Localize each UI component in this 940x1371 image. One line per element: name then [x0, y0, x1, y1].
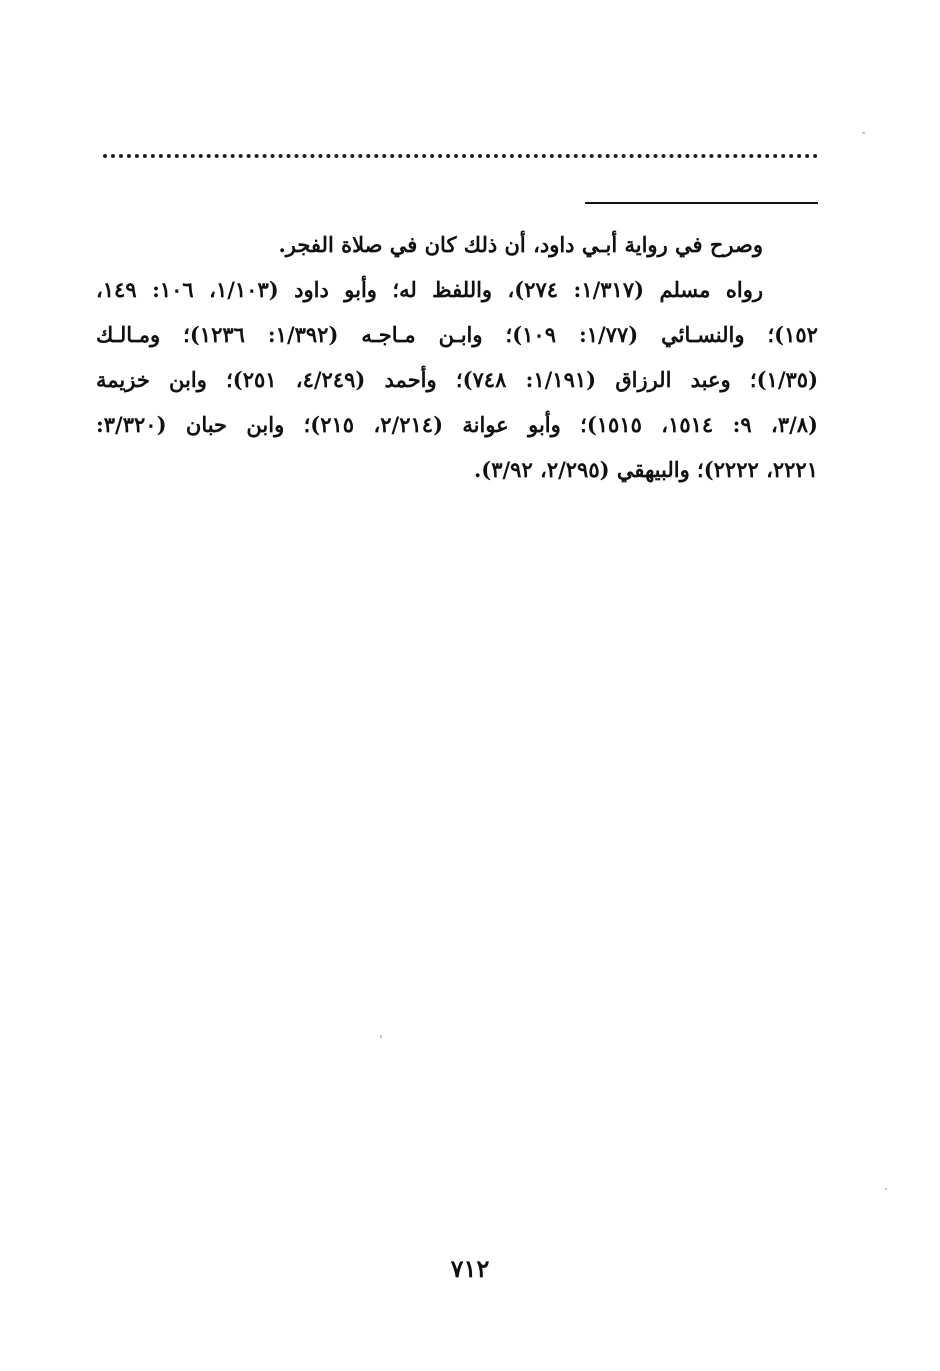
scan-speck — [380, 1035, 382, 1038]
page-number: ٧١٢ — [450, 1254, 490, 1283]
footnote-line-4: (١/٣٥)؛ وعبد الرزاق (١/١٩١: ٧٤٨)؛ وأحمد (٤/٢٤٩، ٢٥١)؛ وابن خزيمة — [96, 367, 818, 392]
footnote-block — [96, 222, 818, 492]
scan-speck — [862, 132, 865, 134]
footnote-separator-line — [585, 202, 818, 204]
footnote-line-1: وصرح في رواية أبـي داود، أن ذلك كان في صلاة الفجر. — [278, 232, 763, 257]
footnote-line-6: ٢٢٢١، ٢٢٢٢)؛ والبيهقي (٢/٢٩٥، ٣/٩٢). — [473, 457, 818, 482]
footnote-line-5: (٣/٨، ٩: ١٥١٤، ١٥١٥)؛ وأبو عوانة (٢/٢١٤، ٢١٥)؛ وابن حبان (٣/٣٢٠: — [96, 412, 818, 437]
dotted-separator — [103, 154, 818, 158]
scan-speck — [885, 1188, 887, 1190]
footnote-line-2: رواه مسلم (١/٣١٧: ٢٧٤)، واللفظ له؛ وأبو داود (١/١٠٣، ١٠٦: ١٤٩، — [96, 277, 763, 302]
footnote-line-3: ١٥٢)؛ والنسـائي (١/٧٧: ١٠٩)؛ وابـن مـاجـه (١/٣٩٢: ١٢٣٦)؛ ومـالـك — [96, 322, 818, 347]
